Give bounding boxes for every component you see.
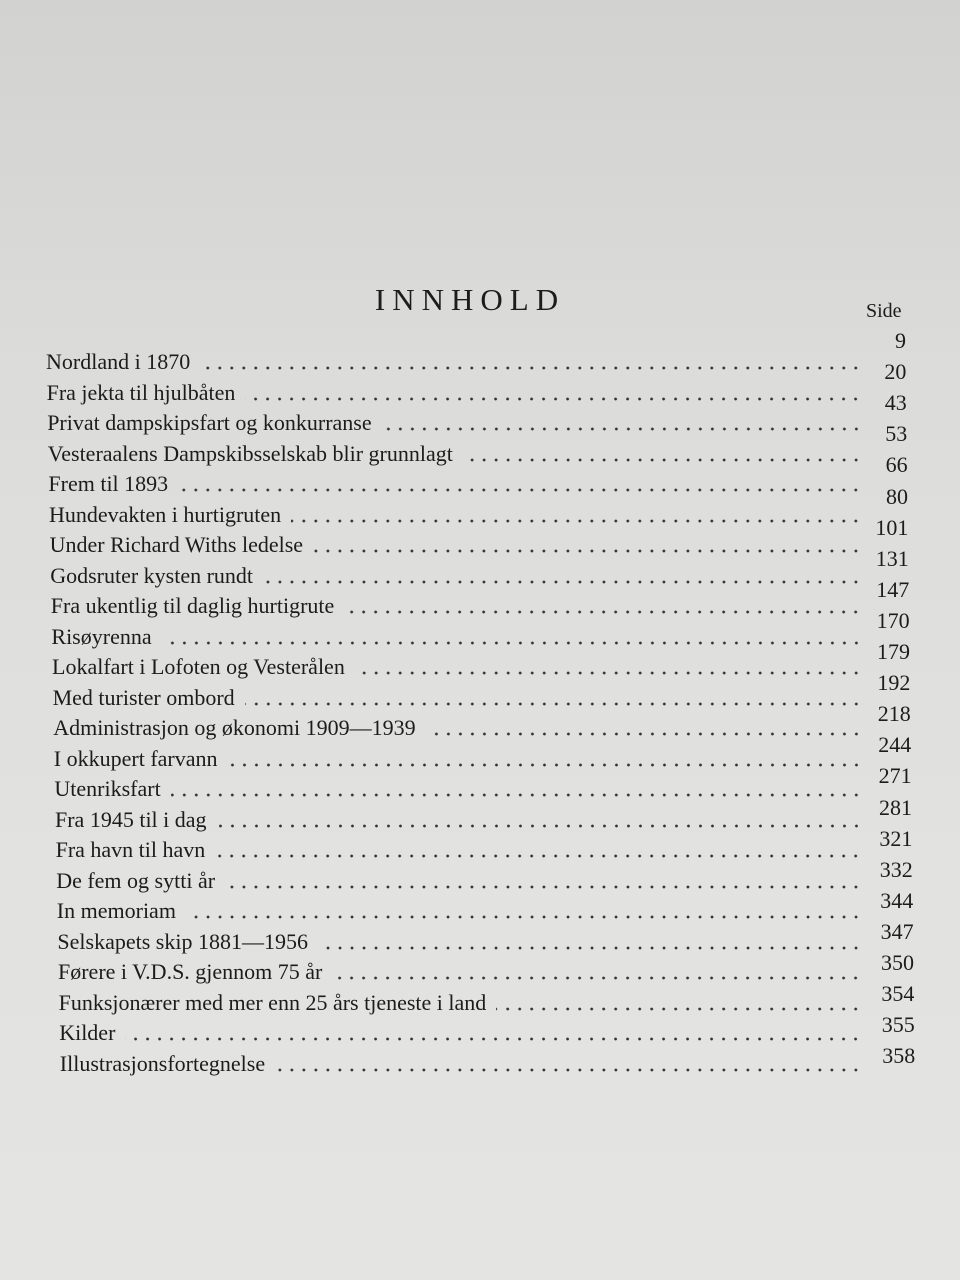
dot-leader — [162, 640, 862, 646]
toc-entry-title: Nordland i 1870 — [46, 349, 191, 374]
toc-entry — [50, 562, 862, 590]
toc-entry — [50, 531, 862, 559]
dot-leader — [496, 1006, 862, 1012]
toc-entry — [53, 684, 862, 712]
toc-entry-title: In memoriam — [56, 898, 176, 923]
toc-entry-title: Lokalfart i Lofoten og Vesterålen — [52, 654, 345, 679]
dot-leader — [263, 579, 862, 585]
toc-entry-title: Vesteraalens Dampskibsselskab blir grunnlagt — [47, 440, 453, 466]
toc-entry-page: 170 — [876, 607, 910, 633]
toc-entry-title: Godsruter kysten rundt — [50, 562, 254, 588]
toc-entry — [57, 897, 862, 925]
toc-entry — [47, 409, 862, 437]
dot-leader — [344, 609, 862, 615]
toc-entry-title: Fra havn til havn — [55, 837, 206, 862]
dot-leader — [215, 853, 862, 859]
toc-entry-page: 101 — [875, 514, 909, 540]
dot-leader — [245, 701, 862, 707]
toc-entry-title: Fra ukentlig til daglig hurtigrute — [50, 593, 335, 618]
toc-entry — [48, 440, 862, 468]
toc-entry-page: 53 — [885, 421, 908, 447]
dot-leader — [125, 1036, 862, 1042]
toc-entry-page: 281 — [879, 794, 912, 820]
dot-leader — [186, 914, 862, 920]
dot-leader — [178, 487, 862, 493]
dot-leader — [318, 945, 862, 951]
toc-entry — [59, 989, 862, 1017]
page-title: INNHOLD — [374, 282, 566, 317]
toc-entry — [60, 1050, 862, 1078]
toc-entry-page: 66 — [885, 452, 908, 478]
toc-entry-page: 244 — [878, 732, 912, 758]
dot-leader — [332, 975, 862, 981]
toc-entry-title: Under Richard Withs ledelse — [49, 532, 304, 557]
toc-entry-title: Privat dampskipsfart og konkurranse — [47, 410, 372, 435]
toc-entry — [59, 1019, 862, 1047]
toc-entry — [58, 958, 862, 986]
toc-entry-title: Førere i V.D.S. gjennom 75 år — [58, 959, 323, 984]
toc-entry — [54, 775, 862, 803]
dot-leader — [463, 457, 862, 463]
toc-entry — [46, 348, 862, 376]
page-column-header: Side — [866, 300, 902, 322]
toc-entry — [53, 714, 862, 742]
toc-entry-title: Hundevakten i hurtigruten — [49, 501, 282, 527]
toc-entry-page: 179 — [877, 639, 910, 664]
toc-entry-title: Med turister ombord — [52, 684, 235, 710]
toc-entry-page: 80 — [886, 483, 908, 509]
toc-entry-title: I okkupert farvann — [53, 745, 218, 771]
dot-leader — [228, 762, 862, 768]
toc-entry-page: 43 — [884, 390, 907, 416]
toc-entry-title: Funksjonærer med mer enn 25 års tjeneste i land — [58, 989, 487, 1015]
dot-leader — [291, 518, 862, 524]
toc-entry — [56, 836, 862, 864]
dot-leader — [355, 670, 862, 676]
toc-entry — [55, 806, 862, 834]
dot-leader — [275, 1067, 862, 1073]
toc-entry-page: 355 — [881, 1012, 915, 1038]
dot-leader — [171, 792, 862, 798]
toc-entry-page: 9 — [895, 328, 906, 353]
toc-entry-title: De fem og sytti år — [56, 867, 216, 893]
toc-entry — [52, 653, 862, 681]
toc-entry-title: Administrasjon og økonomi 1909—1939 — [53, 715, 416, 740]
toc-entry-page: 354 — [881, 981, 915, 1007]
dot-leader — [245, 396, 862, 402]
dot-leader — [382, 426, 862, 432]
toc-entry-page: 332 — [879, 856, 913, 882]
dot-leader — [426, 731, 862, 737]
toc-entry — [51, 592, 862, 620]
toc-entry-page: 350 — [881, 950, 914, 975]
toc-entry-title: Fra jekta til hjulbåten — [46, 379, 236, 405]
toc-entry-page: 358 — [882, 1043, 916, 1069]
toc-entry-title: Selskapets skip 1881—1956 — [57, 928, 308, 954]
toc-entry-page: 147 — [876, 576, 910, 602]
toc-entry — [57, 928, 862, 956]
toc-entry — [51, 623, 862, 651]
dot-leader — [217, 823, 862, 829]
toc-entry-page: 192 — [877, 670, 911, 696]
toc-entry-page: 20 — [884, 359, 907, 385]
toc-entry — [47, 379, 862, 407]
toc-entry-title: Fra 1945 til i dag — [55, 806, 207, 832]
toc-entry-page: 218 — [877, 701, 911, 727]
toc-entry — [56, 867, 862, 895]
dot-leader — [225, 884, 862, 890]
toc-entry-page: 347 — [880, 918, 914, 944]
toc-entry — [49, 501, 862, 529]
toc-entry-page: 131 — [875, 545, 909, 571]
dot-leader — [313, 548, 862, 554]
toc-entry-title: Utenriksfart — [54, 776, 161, 801]
toc-entry — [48, 470, 862, 498]
toc-entry-title: Illustrasjonsfortegnelse — [59, 1050, 266, 1076]
toc-entry-title: Risøyrenna — [51, 623, 152, 649]
toc-entry-title: Kilder — [59, 1020, 116, 1045]
toc-entry — [54, 745, 862, 773]
toc-entry-page: 321 — [879, 825, 913, 851]
toc-entry-page: 344 — [880, 887, 914, 913]
toc-entry-title: Frem til 1893 — [48, 471, 169, 496]
toc-entry-page: 271 — [878, 763, 912, 789]
dot-leader — [200, 365, 862, 371]
